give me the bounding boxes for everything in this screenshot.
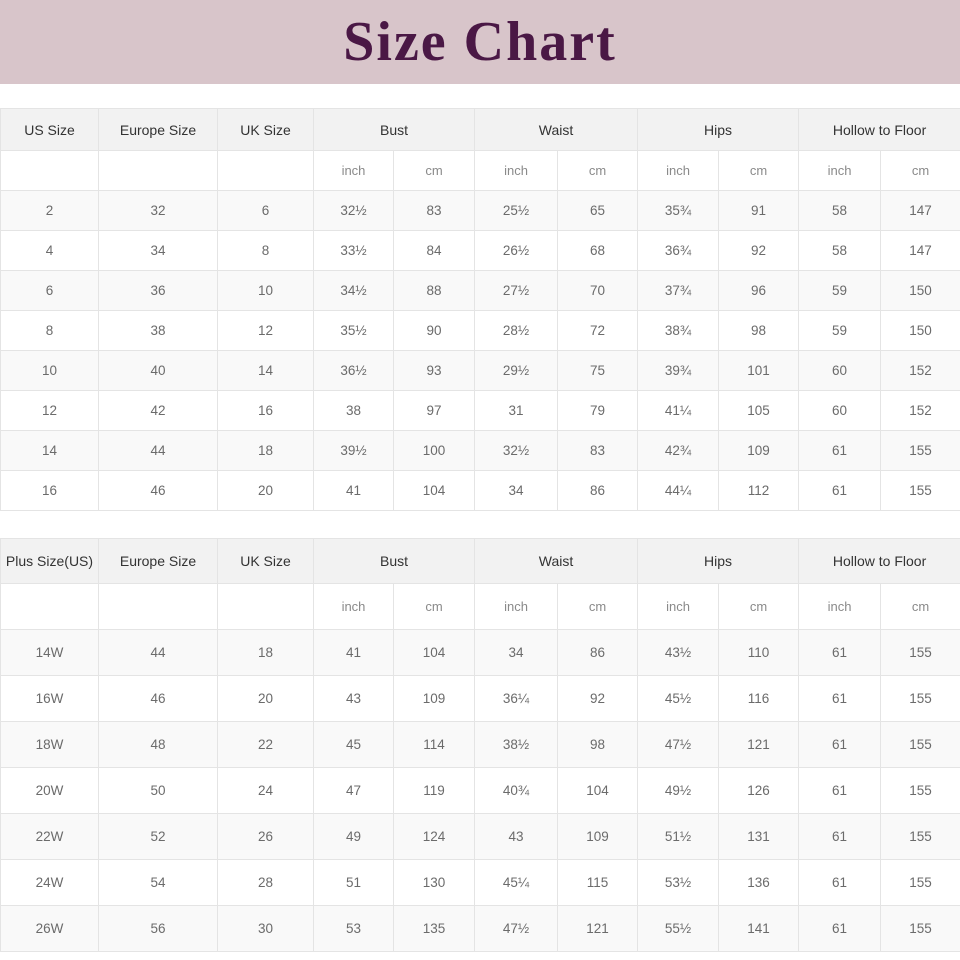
data-cell: 47 <box>314 768 394 814</box>
data-cell: 16 <box>1 471 99 511</box>
header-cell: Hollow to Floor <box>799 109 960 151</box>
data-cell: 93 <box>394 351 475 391</box>
unit-cell: cm <box>881 151 960 191</box>
data-cell: 135 <box>394 906 475 952</box>
data-cell: 61 <box>799 768 881 814</box>
data-cell: 20 <box>218 676 314 722</box>
table-row <box>1 191 960 231</box>
data-cell: 20 <box>218 471 314 511</box>
header-cell: UK Size <box>218 109 314 151</box>
table-row <box>1 271 960 311</box>
data-cell: 14 <box>1 431 99 471</box>
data-cell: 47½ <box>638 722 719 768</box>
data-cell: 49½ <box>638 768 719 814</box>
data-cell: 155 <box>881 471 960 511</box>
data-cell: 126 <box>719 768 799 814</box>
data-cell: 44 <box>99 630 218 676</box>
data-cell: 38¾ <box>638 311 719 351</box>
data-cell: 26W <box>1 906 99 952</box>
data-cell: 121 <box>719 722 799 768</box>
header-cell: US Size <box>1 109 99 151</box>
data-cell: 42¾ <box>638 431 719 471</box>
unit-cell: inch <box>314 584 394 630</box>
data-cell: 28 <box>218 860 314 906</box>
data-cell: 155 <box>881 768 960 814</box>
data-cell: 79 <box>558 391 638 431</box>
data-cell: 61 <box>799 431 881 471</box>
table-row <box>1 391 960 431</box>
data-cell: 101 <box>719 351 799 391</box>
data-cell: 4 <box>1 231 99 271</box>
data-cell: 104 <box>394 471 475 511</box>
data-cell: 8 <box>218 231 314 271</box>
header-cell: Hollow to Floor <box>799 539 960 584</box>
header-row <box>1 109 960 151</box>
unit-cell: inch <box>799 151 881 191</box>
data-cell: 14W <box>1 630 99 676</box>
table-row <box>1 630 960 676</box>
data-cell: 40 <box>99 351 218 391</box>
data-cell: 33½ <box>314 231 394 271</box>
data-cell: 2 <box>1 191 99 231</box>
data-cell: 61 <box>799 860 881 906</box>
empty-header-cell <box>99 151 218 191</box>
empty-header-cell <box>1 151 99 191</box>
data-cell: 49 <box>314 814 394 860</box>
data-cell: 30 <box>218 906 314 952</box>
data-cell: 61 <box>799 814 881 860</box>
data-cell: 155 <box>881 676 960 722</box>
data-cell: 25½ <box>475 191 558 231</box>
data-cell: 61 <box>799 630 881 676</box>
unit-header-row <box>1 151 960 191</box>
data-cell: 34 <box>475 471 558 511</box>
data-cell: 16W <box>1 676 99 722</box>
unit-cell: cm <box>719 584 799 630</box>
data-cell: 38½ <box>475 722 558 768</box>
data-cell: 109 <box>394 676 475 722</box>
data-cell: 65 <box>558 191 638 231</box>
data-cell: 61 <box>799 676 881 722</box>
unit-cell: inch <box>638 151 719 191</box>
data-cell: 36½ <box>314 351 394 391</box>
unit-cell: cm <box>881 584 960 630</box>
data-cell: 112 <box>719 471 799 511</box>
data-cell: 152 <box>881 391 960 431</box>
data-cell: 38 <box>99 311 218 351</box>
data-cell: 41 <box>314 630 394 676</box>
data-cell: 54 <box>99 860 218 906</box>
data-cell: 141 <box>719 906 799 952</box>
unit-cell: inch <box>314 151 394 191</box>
data-cell: 43½ <box>638 630 719 676</box>
data-cell: 35½ <box>314 311 394 351</box>
data-cell: 114 <box>394 722 475 768</box>
unit-cell: cm <box>558 584 638 630</box>
table-row <box>1 814 960 860</box>
spacer <box>0 84 960 108</box>
data-cell: 32 <box>99 191 218 231</box>
empty-header-cell <box>99 584 218 630</box>
data-cell: 18W <box>1 722 99 768</box>
data-cell: 150 <box>881 311 960 351</box>
data-cell: 100 <box>394 431 475 471</box>
unit-cell: cm <box>719 151 799 191</box>
data-cell: 40¾ <box>475 768 558 814</box>
header-cell: Waist <box>475 539 638 584</box>
data-cell: 8 <box>1 311 99 351</box>
data-cell: 32½ <box>475 431 558 471</box>
data-cell: 136 <box>719 860 799 906</box>
data-cell: 48 <box>99 722 218 768</box>
plus-size-table <box>0 538 960 952</box>
data-cell: 31 <box>475 391 558 431</box>
data-cell: 86 <box>558 630 638 676</box>
data-cell: 46 <box>99 676 218 722</box>
data-cell: 83 <box>558 431 638 471</box>
data-cell: 46 <box>99 471 218 511</box>
data-cell: 26½ <box>475 231 558 271</box>
data-cell: 50 <box>99 768 218 814</box>
table-row <box>1 676 960 722</box>
data-cell: 55½ <box>638 906 719 952</box>
data-cell: 97 <box>394 391 475 431</box>
data-cell: 34 <box>99 231 218 271</box>
data-cell: 104 <box>394 630 475 676</box>
data-cell: 155 <box>881 722 960 768</box>
unit-cell: cm <box>558 151 638 191</box>
data-cell: 26 <box>218 814 314 860</box>
data-cell: 121 <box>558 906 638 952</box>
data-cell: 98 <box>719 311 799 351</box>
data-cell: 22W <box>1 814 99 860</box>
data-cell: 36¾ <box>638 231 719 271</box>
data-cell: 86 <box>558 471 638 511</box>
data-cell: 155 <box>881 431 960 471</box>
data-cell: 51½ <box>638 814 719 860</box>
header-row <box>1 539 960 584</box>
data-cell: 119 <box>394 768 475 814</box>
data-cell: 45 <box>314 722 394 768</box>
data-cell: 44 <box>99 431 218 471</box>
data-cell: 6 <box>218 191 314 231</box>
data-cell: 18 <box>218 431 314 471</box>
data-cell: 84 <box>394 231 475 271</box>
data-cell: 16 <box>218 391 314 431</box>
header-cell: Hips <box>638 539 799 584</box>
data-cell: 72 <box>558 311 638 351</box>
data-cell: 36 <box>99 271 218 311</box>
data-cell: 152 <box>881 351 960 391</box>
data-cell: 70 <box>558 271 638 311</box>
data-cell: 28½ <box>475 311 558 351</box>
data-cell: 147 <box>881 191 960 231</box>
data-cell: 35¾ <box>638 191 719 231</box>
data-cell: 44¼ <box>638 471 719 511</box>
header-cell: Plus Size(US) <box>1 539 99 584</box>
data-cell: 34½ <box>314 271 394 311</box>
data-cell: 75 <box>558 351 638 391</box>
table-row <box>1 231 960 271</box>
data-cell: 60 <box>799 391 881 431</box>
empty-header-cell <box>1 584 99 630</box>
data-cell: 37¾ <box>638 271 719 311</box>
data-cell: 58 <box>799 191 881 231</box>
data-cell: 92 <box>719 231 799 271</box>
data-cell: 110 <box>719 630 799 676</box>
data-cell: 131 <box>719 814 799 860</box>
data-cell: 105 <box>719 391 799 431</box>
data-cell: 43 <box>314 676 394 722</box>
data-cell: 51 <box>314 860 394 906</box>
data-cell: 61 <box>799 471 881 511</box>
data-cell: 88 <box>394 271 475 311</box>
unit-cell: cm <box>394 151 475 191</box>
data-cell: 42 <box>99 391 218 431</box>
data-cell: 150 <box>881 271 960 311</box>
spacer <box>0 511 960 538</box>
unit-cell: inch <box>475 584 558 630</box>
data-cell: 98 <box>558 722 638 768</box>
data-cell: 90 <box>394 311 475 351</box>
data-cell: 61 <box>799 722 881 768</box>
table-row <box>1 311 960 351</box>
data-cell: 155 <box>881 906 960 952</box>
data-cell: 39¾ <box>638 351 719 391</box>
data-cell: 39½ <box>314 431 394 471</box>
data-cell: 147 <box>881 231 960 271</box>
data-cell: 56 <box>99 906 218 952</box>
data-cell: 60 <box>799 351 881 391</box>
table-row <box>1 906 960 952</box>
unit-cell: inch <box>638 584 719 630</box>
data-cell: 24W <box>1 860 99 906</box>
unit-cell: inch <box>475 151 558 191</box>
data-cell: 61 <box>799 906 881 952</box>
header-cell: Bust <box>314 539 475 584</box>
table-row <box>1 431 960 471</box>
header-cell: UK Size <box>218 539 314 584</box>
empty-header-cell <box>218 584 314 630</box>
data-cell: 109 <box>719 431 799 471</box>
data-cell: 12 <box>1 391 99 431</box>
header-cell: Waist <box>475 109 638 151</box>
data-cell: 10 <box>1 351 99 391</box>
data-cell: 155 <box>881 860 960 906</box>
data-cell: 109 <box>558 814 638 860</box>
table-row <box>1 471 960 511</box>
data-cell: 43 <box>475 814 558 860</box>
data-cell: 12 <box>218 311 314 351</box>
unit-cell: cm <box>394 584 475 630</box>
data-cell: 34 <box>475 630 558 676</box>
data-cell: 24 <box>218 768 314 814</box>
header-cell: Bust <box>314 109 475 151</box>
data-cell: 53 <box>314 906 394 952</box>
data-cell: 58 <box>799 231 881 271</box>
data-cell: 32½ <box>314 191 394 231</box>
table-row <box>1 860 960 906</box>
table-row <box>1 768 960 814</box>
data-cell: 83 <box>394 191 475 231</box>
data-cell: 104 <box>558 768 638 814</box>
data-cell: 59 <box>799 311 881 351</box>
data-cell: 45¼ <box>475 860 558 906</box>
data-cell: 47½ <box>475 906 558 952</box>
title-banner <box>0 0 960 84</box>
standard-size-table <box>0 108 960 511</box>
data-cell: 155 <box>881 814 960 860</box>
data-cell: 45½ <box>638 676 719 722</box>
unit-cell: inch <box>799 584 881 630</box>
header-cell: Europe Size <box>99 109 218 151</box>
header-cell: Hips <box>638 109 799 151</box>
table-row <box>1 722 960 768</box>
data-cell: 68 <box>558 231 638 271</box>
data-cell: 41 <box>314 471 394 511</box>
data-cell: 29½ <box>475 351 558 391</box>
header-cell: Europe Size <box>99 539 218 584</box>
data-cell: 6 <box>1 271 99 311</box>
data-cell: 53½ <box>638 860 719 906</box>
data-cell: 59 <box>799 271 881 311</box>
unit-header-row <box>1 584 960 630</box>
data-cell: 115 <box>558 860 638 906</box>
data-cell: 20W <box>1 768 99 814</box>
table-row <box>1 351 960 391</box>
data-cell: 96 <box>719 271 799 311</box>
data-cell: 91 <box>719 191 799 231</box>
data-cell: 27½ <box>475 271 558 311</box>
data-cell: 155 <box>881 630 960 676</box>
data-cell: 38 <box>314 391 394 431</box>
data-cell: 18 <box>218 630 314 676</box>
page-title: Size Chart <box>343 11 617 73</box>
data-cell: 92 <box>558 676 638 722</box>
empty-header-cell <box>218 151 314 191</box>
data-cell: 14 <box>218 351 314 391</box>
data-cell: 41¼ <box>638 391 719 431</box>
data-cell: 22 <box>218 722 314 768</box>
data-cell: 116 <box>719 676 799 722</box>
data-cell: 36¼ <box>475 676 558 722</box>
data-cell: 130 <box>394 860 475 906</box>
data-cell: 124 <box>394 814 475 860</box>
data-cell: 10 <box>218 271 314 311</box>
data-cell: 52 <box>99 814 218 860</box>
